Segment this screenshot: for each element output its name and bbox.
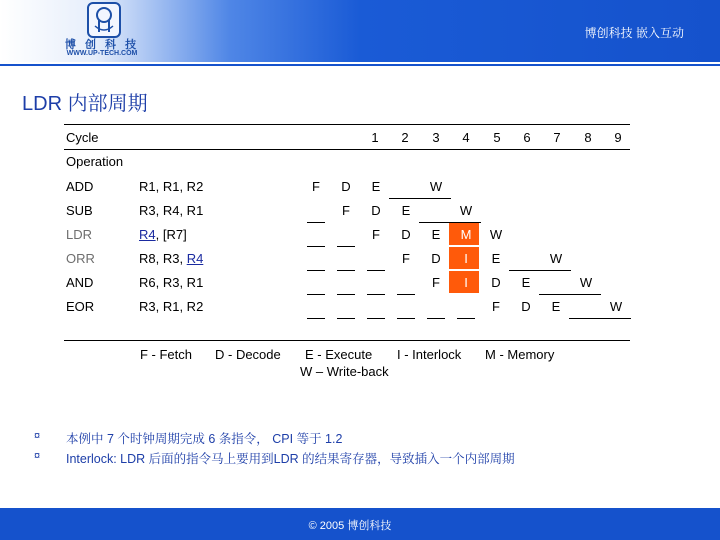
legend-writeback: W – Write-back: [300, 364, 389, 379]
header-slogan: 博创科技 嵌入互动: [584, 26, 684, 40]
row-args-and: R6, R3, R1: [139, 275, 204, 290]
row-op-add: ADD: [66, 179, 94, 194]
note-interlock: Interlock: LDR 后面的指令马上要用到LDR 的结果寄存器，导致插入一个内部周期: [66, 452, 515, 466]
row-op-orr: ORR: [66, 251, 95, 266]
stage-memory: M: [460, 227, 472, 242]
legend-execute: E - Execute: [305, 347, 373, 362]
cycle-number-8: 8: [584, 130, 592, 145]
stage-writeback: W: [579, 275, 593, 290]
pipeline-rule: [337, 246, 355, 247]
page-title: LDR 内部周期: [22, 93, 148, 115]
header-banner: [0, 0, 720, 62]
stage-writeback: W: [609, 299, 623, 314]
row-args-orr: [139, 251, 203, 266]
stage-decode: D: [371, 203, 381, 218]
pipeline-rule: [397, 294, 415, 295]
bullet-icon: ¤: [34, 450, 41, 462]
company-logo: [64, 2, 140, 60]
stage-decode: D: [401, 227, 411, 242]
stage-writeback: W: [489, 227, 503, 242]
table-bottom-rule: [64, 340, 630, 341]
cycle-number-9: 9: [614, 130, 622, 145]
stage-fetch: F: [312, 179, 320, 194]
stage-fetch: F: [402, 251, 410, 266]
pipeline-rule: [337, 270, 355, 271]
stage-execute: E: [431, 227, 441, 242]
cycle-label: Cycle: [66, 130, 99, 145]
pipeline-rule: [307, 222, 325, 223]
legend-interlock: I - Interlock: [397, 347, 462, 362]
logo-url: WWW.UP-TECH.COM: [66, 50, 138, 57]
stage-execute: E: [551, 299, 561, 314]
cycle-number-6: 6: [523, 130, 531, 145]
cycle-number-4: 4: [462, 130, 470, 145]
stage-decode: D: [341, 179, 351, 194]
pipeline-rule: [367, 270, 385, 271]
row-args-sub: R3, R4, R1: [139, 203, 204, 218]
source-register: R4: [186, 251, 204, 266]
cycle-number-1: 1: [371, 130, 379, 145]
legend-fetch: F - Fetch: [140, 347, 193, 362]
pipeline-rule: [427, 318, 445, 319]
stage-decode: D: [491, 275, 501, 290]
row-op-eor: EOR: [66, 299, 95, 314]
row-op-sub: SUB: [66, 203, 93, 218]
table-top-rule: [64, 124, 630, 125]
pipeline-rule: [397, 318, 415, 319]
cycle-number-3: 3: [432, 130, 440, 145]
stage-fetch: F: [342, 203, 350, 218]
stage-writeback: W: [429, 179, 443, 194]
stage-decode: D: [521, 299, 531, 314]
bullet-icon: ¤: [34, 430, 41, 442]
footer-bar: [0, 508, 720, 540]
cycle-number-5: 5: [493, 130, 501, 145]
logo-text: 博 创 科 技: [64, 39, 140, 51]
stage-interlock: I: [464, 275, 468, 290]
pipeline-rule: [457, 318, 475, 319]
row-args-rest: , [R7]: [155, 227, 187, 242]
stage-fetch: F: [372, 227, 380, 242]
stage-writeback: W: [459, 203, 473, 218]
stage-fetch: F: [492, 299, 500, 314]
row-args-ldr: [139, 227, 187, 242]
logo-icon: [87, 2, 121, 38]
pipeline-rule: [367, 318, 385, 319]
footer-copyright: © 2005 博创科技: [308, 520, 392, 532]
row-op-ldr: LDR: [66, 227, 93, 242]
operation-label: Operation: [66, 154, 124, 169]
pipeline-rule: [389, 198, 451, 199]
legend-memory: M - Memory: [485, 347, 555, 362]
stage-writeback: W: [549, 251, 563, 266]
dest-register: R4: [139, 227, 156, 242]
row-args-add: R1, R1, R2: [139, 179, 204, 194]
pipeline-rule: [337, 294, 355, 295]
stage-decode: D: [431, 251, 441, 266]
row-args-eor: R3, R1, R2: [139, 299, 204, 314]
pipeline-rule: [307, 318, 325, 319]
stage-fetch: F: [432, 275, 440, 290]
stage-interlock: I: [464, 251, 468, 266]
cycle-number-2: 2: [401, 130, 409, 145]
stage-execute: E: [401, 203, 411, 218]
pipeline-rule: [307, 294, 325, 295]
stage-execute: E: [491, 251, 501, 266]
note-cpi: 本例中 7 个时钟周期完成 6 条指令， CPI 等于 1.2: [66, 432, 343, 446]
pipeline-rule: [539, 294, 601, 295]
cycle-row-rule: [64, 149, 630, 150]
pipeline-rule: [509, 270, 571, 271]
stage-execute: E: [371, 179, 381, 194]
row-op-and: AND: [66, 275, 94, 290]
pipeline-rule: [337, 318, 355, 319]
row-args-start: R8, R3,: [139, 251, 187, 266]
header-divider: [0, 64, 720, 66]
legend-decode: D - Decode: [215, 347, 281, 362]
pipeline-rule: [367, 294, 385, 295]
stage-execute: E: [521, 275, 531, 290]
pipeline-rule: [307, 246, 325, 247]
pipeline-rule: [419, 222, 481, 223]
pipeline-rule: [569, 318, 631, 319]
pipeline-rule: [307, 270, 325, 271]
cycle-number-7: 7: [553, 130, 561, 145]
